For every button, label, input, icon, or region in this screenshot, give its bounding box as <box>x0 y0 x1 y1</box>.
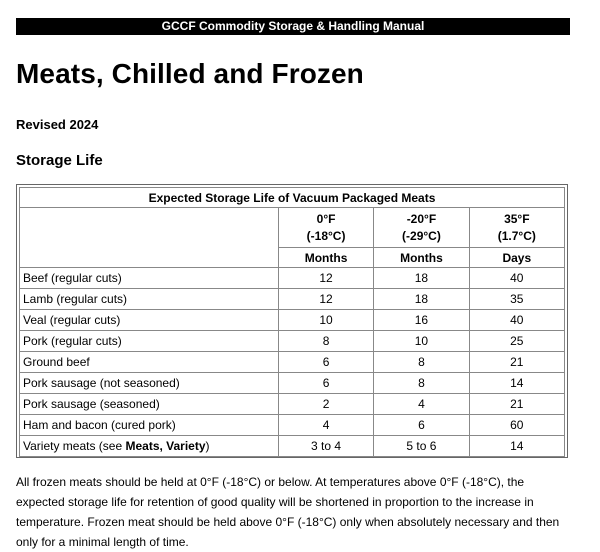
temp-celsius: (-18°C) <box>306 228 346 243</box>
temp-fahrenheit: 0°F <box>316 211 336 226</box>
table-row <box>20 373 565 394</box>
table-cell: 40 <box>469 310 564 331</box>
column-header-temp <box>374 208 469 248</box>
row-label-suffix: ) <box>205 439 210 453</box>
table-caption: Expected Storage Life of Vacuum Packaged Meats <box>20 188 565 208</box>
table-cell: 5 to 6 <box>374 436 469 457</box>
table-row <box>20 394 565 415</box>
variety-meats-reference-link[interactable]: Meats, Variety <box>125 439 206 453</box>
table-row <box>20 352 565 373</box>
table-cell: 4 <box>374 394 469 415</box>
storage-guidance-paragraph: All frozen meats should be held at 0°F (-18°C) or below. At temperatures above 0°F (-18°C), the expected storage life for retention of good quality will be shortened in proportion to the increase in temperature. Frozen meat should be held above 0°F (-18°C) only when absolutely necessary and then only for a minimal length of time. <box>16 475 560 549</box>
table-cell: 6 <box>278 352 373 373</box>
table-cell: 6 <box>278 373 373 394</box>
table-cell: 12 <box>278 289 373 310</box>
table-cell: 16 <box>374 310 469 331</box>
revised-date: Revised 2024 <box>16 117 99 132</box>
table-cell: 21 <box>469 394 564 415</box>
table-row <box>20 310 565 331</box>
table-cell: 12 <box>278 268 373 289</box>
section-heading-storage-life: Storage Life <box>16 152 103 169</box>
column-unit-label: Months <box>278 248 373 268</box>
column-unit-label: Months <box>374 248 469 268</box>
table-cell: 18 <box>374 268 469 289</box>
table-cell: 8 <box>374 352 469 373</box>
row-label <box>20 436 279 457</box>
table-row <box>20 415 565 436</box>
table-cell: 25 <box>469 331 564 352</box>
row-label: Lamb (regular cuts) <box>20 289 279 310</box>
row-label: Pork sausage (not seasoned) <box>20 373 279 394</box>
column-header-temp <box>278 208 373 248</box>
table-row <box>20 268 565 289</box>
temp-fahrenheit: 35°F <box>504 211 530 226</box>
row-label: Pork sausage (seasoned) <box>20 394 279 415</box>
row-label: Ground beef <box>20 352 279 373</box>
storage-life-table <box>19 187 565 457</box>
storage-life-table-container <box>16 184 568 458</box>
table-cell: 10 <box>374 331 469 352</box>
page-title: Meats, Chilled and Frozen <box>16 58 364 89</box>
table-cell: 14 <box>469 373 564 394</box>
table-row <box>20 331 565 352</box>
table-cell: 35 <box>469 289 564 310</box>
column-header-temp <box>469 208 564 248</box>
table-cell: 8 <box>278 331 373 352</box>
temp-fahrenheit: -20°F <box>406 211 437 226</box>
table-cell: 4 <box>278 415 373 436</box>
manual-header-bar: GCCF Commodity Storage & Handling Manual <box>16 18 570 35</box>
table-cell: 60 <box>469 415 564 436</box>
table-cell: 2 <box>278 394 373 415</box>
row-label: Ham and bacon (cured pork) <box>20 415 279 436</box>
row-label: Veal (regular cuts) <box>20 310 279 331</box>
table-row <box>20 436 565 457</box>
row-label: Beef (regular cuts) <box>20 268 279 289</box>
table-row <box>20 289 565 310</box>
row-label: Pork (regular cuts) <box>20 331 279 352</box>
table-cell: 18 <box>374 289 469 310</box>
table-cell: 6 <box>374 415 469 436</box>
table-cell: 21 <box>469 352 564 373</box>
table-cell: 40 <box>469 268 564 289</box>
table-cell: 10 <box>278 310 373 331</box>
table-cell: 14 <box>469 436 564 457</box>
column-unit-label: Days <box>469 248 564 268</box>
temp-celsius: (1.7°C) <box>497 228 536 243</box>
row-label-prefix: Variety meats (see <box>23 439 126 453</box>
table-header-blank <box>20 208 279 268</box>
table-cell: 8 <box>374 373 469 394</box>
table-cell: 3 to 4 <box>278 436 373 457</box>
temp-celsius: (-29°C) <box>402 228 441 243</box>
